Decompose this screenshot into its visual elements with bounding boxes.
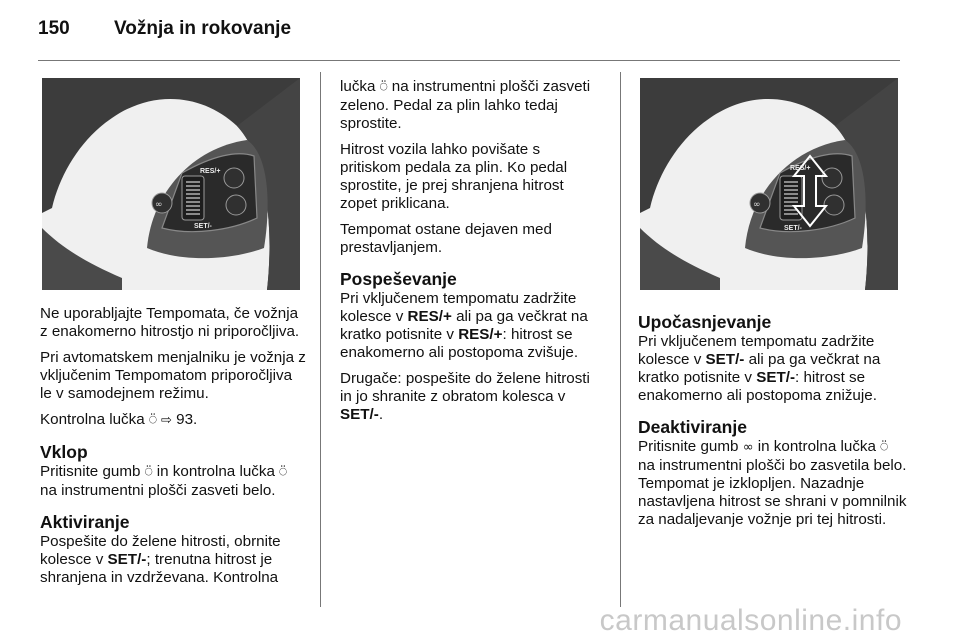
svg-text:∞: ∞ (753, 200, 761, 210)
res-label-2: RES/+ (790, 165, 811, 172)
heading-deaktiviranje: Deaktiviranje (638, 417, 747, 437)
paragraph (40, 533, 308, 587)
text: na instrumentni plošči zasveti zeleno. Pedal za plin lahko tedaj sprostite. (340, 78, 591, 132)
heading-aktiviranje: Aktiviranje (40, 512, 130, 532)
heading-upocasnjevanje: Upočasnjevanje (638, 312, 772, 332)
paragraph (40, 463, 308, 500)
text: Pri vključenem tempomatu zadržite kolesce v (340, 290, 577, 325)
paragraph (340, 290, 605, 362)
text: Pri vključenem tempomatu zadržite kolesce v (638, 333, 875, 368)
res-label: RES/+ (458, 326, 503, 343)
column-3 (638, 300, 908, 537)
text: in kontrolna lučka (156, 463, 275, 480)
paragraph: Hitrost vozila lahko povišate s pritiskom pedala za plin. Ko pedal sprostite, je prej shranjena hitrost zopet priklicana. (340, 141, 568, 212)
paragraph: Tempomat ostane dejaven med prestavljanjem. (340, 221, 552, 256)
set-label: SET/- (107, 551, 147, 568)
paragraph (638, 438, 908, 529)
speedometer-icon: ⍥ (379, 80, 388, 95)
text: ; trenutna hitrost je shranjena in vzdrževana. Kontrolna (40, 551, 279, 586)
text: . (378, 406, 384, 423)
paragraph: Pri avtomatskem menjalniku je vožnja z vključenim Tempomatom priporočljiva le v samodejnem režimu. (40, 349, 306, 402)
heading-vklop: Vklop (40, 442, 88, 462)
column-divider-2 (620, 72, 621, 607)
paragraph (638, 333, 908, 405)
text: : hitrost se enakomerno ali postopoma zvišuje. (340, 326, 579, 361)
cancel-cruise-icon: ∞ (742, 440, 754, 455)
speedometer-icon: ⍥ (148, 413, 157, 428)
text: ali pa ga večkrat na kratko potisnite v (638, 351, 881, 386)
text: ali pa ga večkrat na kratko potisnite v (340, 308, 588, 343)
res-label: RES/+ (407, 308, 452, 325)
text: na instrumentni plošči zasveti belo. (40, 482, 276, 499)
text: Pospešite do želene hitrosti, obrnite kolesce v (40, 533, 281, 568)
page-ref: 93. (176, 411, 198, 428)
column-2 (340, 78, 605, 432)
steering-wheel-figure-1 (42, 78, 300, 290)
text: lučka (340, 78, 376, 95)
column-1 (40, 305, 308, 595)
column-divider-1 (320, 72, 321, 607)
speedometer-icon: ⍥ (880, 440, 889, 455)
watermark: carmanualsonline.info (599, 604, 902, 637)
res-label-1: RES/+ (200, 168, 221, 175)
paragraph (340, 78, 605, 133)
set-label: SET/- (756, 369, 796, 386)
paragraph (340, 370, 605, 424)
set-label: SET/- (340, 406, 379, 423)
text: Kontrolna lučka (40, 411, 145, 428)
speedometer-icon: ⍥ (279, 465, 287, 480)
paragraph (40, 411, 308, 430)
set-label-1: SET/- (194, 223, 212, 230)
text: Drugače: pospešite do želene hitrosti in jo shranite z obratom kolesca v (340, 370, 590, 405)
text: : hitrost se enakomerno ali postopoma znižuje. (638, 369, 877, 404)
page-title: Vožnja in rokovanje (114, 18, 292, 39)
text: na instrumentni plošči bo zasvetila belo. Tempomat je izklopljen. Nazadnje nastavljena hitrost se shrani v pomnilnik za nadaljevanje vožnje pri tej hitrosti. (638, 457, 907, 528)
page-number: 150 (38, 18, 70, 39)
text: Pritisnite gumb (40, 463, 141, 480)
text: in kontrolna lučka (757, 438, 876, 455)
page-header (38, 18, 291, 40)
header-divider (38, 60, 900, 61)
paragraph: Ne uporabljajte Tempomata, če vožnja z enakomerno hitrostjo ni priporočljiva. (40, 305, 300, 340)
svg-text:∞: ∞ (155, 200, 163, 210)
page-ref-arrow-icon: ⇨ (160, 413, 172, 428)
set-label: SET/- (705, 351, 745, 368)
text: Pritisnite gumb (638, 438, 739, 455)
steering-wheel-figure-2 (640, 78, 898, 290)
heading-pospesevanje: Pospeševanje (340, 269, 457, 289)
speedometer-icon: ⍥ (144, 465, 153, 480)
set-label-2: SET/- (784, 225, 802, 232)
